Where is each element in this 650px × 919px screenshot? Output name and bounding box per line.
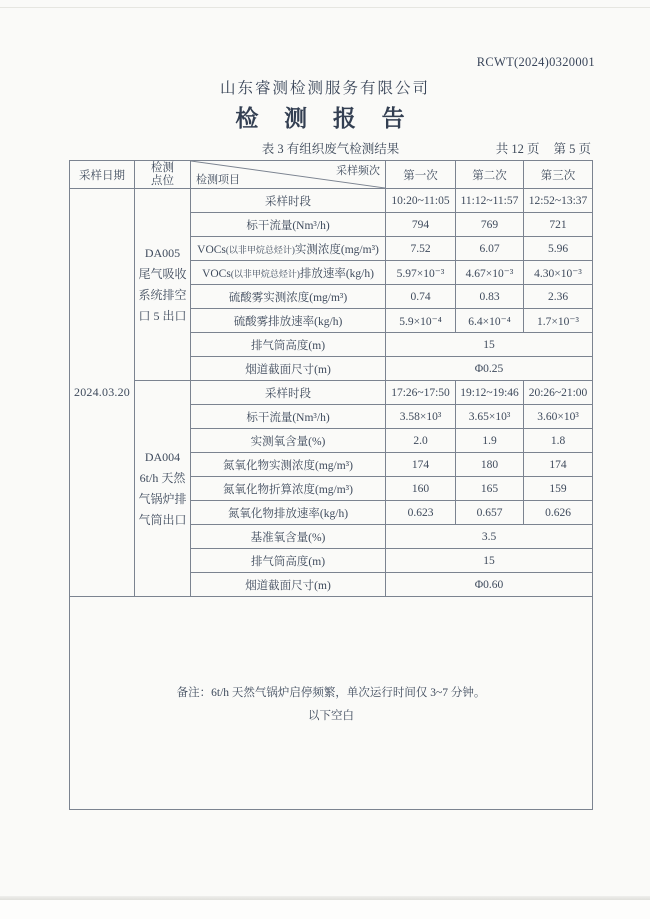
value-cell: 5.96 bbox=[524, 237, 593, 261]
value-cell: 721 bbox=[524, 213, 593, 237]
value-cell: 10:20~11:05 bbox=[386, 189, 456, 213]
value-cell: 165 bbox=[456, 477, 524, 501]
value-cell: 5.97×10⁻³ bbox=[386, 261, 456, 285]
header-sampling-date: 采样日期 bbox=[70, 161, 135, 189]
value-cell: 174 bbox=[524, 453, 593, 477]
page-current: 第 5 页 bbox=[553, 142, 591, 156]
table-row bbox=[70, 381, 593, 405]
test-point-cell-da004: DA004 6t/h 天然 气锅炉排 气筒出口 bbox=[135, 381, 191, 597]
header-test-item: 检测项目 bbox=[196, 174, 240, 186]
scan-bottom-shadow bbox=[0, 896, 650, 900]
value-cell: 17:26~17:50 bbox=[386, 381, 456, 405]
header-run-3: 第三次 bbox=[524, 161, 593, 189]
item-label-cell: VOCs(以非甲烷总烃计)实测浓度(mg/m³) bbox=[191, 237, 386, 261]
value-cell: 7.52 bbox=[386, 237, 456, 261]
value-cell: 4.30×10⁻³ bbox=[524, 261, 593, 285]
value-cell: 5.9×10⁻⁴ bbox=[386, 309, 456, 333]
item-label-cell: 采样时段 bbox=[191, 189, 386, 213]
item-label-cell: 标干流量(Nm³/h) bbox=[191, 405, 386, 429]
item-label-cell: 排气筒高度(m) bbox=[191, 549, 386, 573]
value-cell: 20:26~21:00 bbox=[524, 381, 593, 405]
value-cell: 6.07 bbox=[456, 237, 524, 261]
merged-value-cell: Φ0.60 bbox=[386, 573, 593, 597]
item-label-cell: 硫酸雾排放速率(kg/h) bbox=[191, 309, 386, 333]
item-label-cell: 氮氧化物折算浓度(mg/m³) bbox=[191, 477, 386, 501]
value-cell: 2.0 bbox=[386, 429, 456, 453]
report-title: 检 测 报 告 bbox=[235, 106, 415, 131]
value-cell: 794 bbox=[386, 213, 456, 237]
value-cell: 0.74 bbox=[386, 285, 456, 309]
value-cell: 6.4×10⁻⁴ bbox=[456, 309, 524, 333]
table-row bbox=[70, 189, 593, 213]
scan-top-edge bbox=[0, 7, 650, 8]
merged-value-cell: 15 bbox=[386, 549, 593, 573]
item-label-cell: 硫酸雾实测浓度(mg/m³) bbox=[191, 285, 386, 309]
value-cell: 0.83 bbox=[456, 285, 524, 309]
value-cell: 0.626 bbox=[524, 501, 593, 525]
item-label-cell: 氮氧化物排放速率(kg/h) bbox=[191, 501, 386, 525]
value-cell: 159 bbox=[524, 477, 593, 501]
item-label-cell: 烟道截面尺寸(m) bbox=[191, 357, 386, 381]
header-run-2: 第二次 bbox=[456, 161, 524, 189]
below-blank-text: 以下空白 bbox=[308, 709, 354, 722]
item-label-cell: 标干流量(Nm³/h) bbox=[191, 213, 386, 237]
value-cell: 160 bbox=[386, 477, 456, 501]
value-cell: 0.623 bbox=[386, 501, 456, 525]
value-cell: 0.657 bbox=[456, 501, 524, 525]
value-cell: 3.58×10³ bbox=[386, 405, 456, 429]
company-name: 山东睿测检测服务有限公司 bbox=[219, 80, 430, 97]
table-header-row bbox=[70, 161, 593, 189]
item-label-cell: 氮氧化物实测浓度(mg/m³) bbox=[191, 453, 386, 477]
document-number: RCWT(2024)0320001 bbox=[476, 55, 595, 69]
item-label-cell: 实测氧含量(%) bbox=[191, 429, 386, 453]
remark-text: 备注：6t/h 天然气锅炉启停频繁，单次运行时间仅 3~7 分钟。 bbox=[176, 686, 486, 699]
sampling-date-cell: 2024.03.20 bbox=[70, 189, 135, 597]
item-label-cell: VOCs(以非甲烷总烃计)排放速率(kg/h) bbox=[191, 261, 386, 285]
value-cell: 180 bbox=[456, 453, 524, 477]
merged-value-cell: 15 bbox=[386, 333, 593, 357]
value-cell: 4.67×10⁻³ bbox=[456, 261, 524, 285]
value-cell: 1.9 bbox=[456, 429, 524, 453]
table-caption-row bbox=[69, 139, 592, 157]
results-table bbox=[69, 160, 593, 810]
item-label-cell: 排气筒高度(m) bbox=[191, 333, 386, 357]
test-point-cell-da005: DA005 尾气吸收 系统排空 口 5 出口 bbox=[135, 189, 191, 381]
value-cell: 2.36 bbox=[524, 285, 593, 309]
value-cell: 11:12~11:57 bbox=[456, 189, 524, 213]
value-cell: 3.60×10³ bbox=[524, 405, 593, 429]
merged-value-cell: 3.5 bbox=[386, 525, 593, 549]
remark-row bbox=[70, 597, 593, 810]
page-indicator bbox=[496, 139, 591, 157]
pages-total: 共 12 页 bbox=[495, 142, 540, 156]
header-diagonal-cell bbox=[191, 161, 386, 189]
remark-cell bbox=[70, 597, 593, 810]
value-cell: 12:52~13:37 bbox=[524, 189, 593, 213]
value-cell: 769 bbox=[456, 213, 524, 237]
value-cell: 1.7×10⁻³ bbox=[524, 309, 593, 333]
header-run-1: 第一次 bbox=[386, 161, 456, 189]
value-cell: 174 bbox=[386, 453, 456, 477]
value-cell: 1.8 bbox=[524, 429, 593, 453]
value-cell: 3.65×10³ bbox=[456, 405, 524, 429]
merged-value-cell: Φ0.25 bbox=[386, 357, 593, 381]
value-cell: 19:12~19:46 bbox=[456, 381, 524, 405]
header-sampling-frequency: 采样频次 bbox=[336, 165, 380, 177]
header-test-point: 检测 点位 bbox=[135, 161, 191, 189]
item-label-cell: 采样时段 bbox=[191, 381, 386, 405]
item-label-cell: 烟道截面尺寸(m) bbox=[191, 573, 386, 597]
item-label-cell: 基准氧含量(%) bbox=[191, 525, 386, 549]
table-caption: 表 3 有组织废气检测结果 bbox=[261, 142, 400, 156]
